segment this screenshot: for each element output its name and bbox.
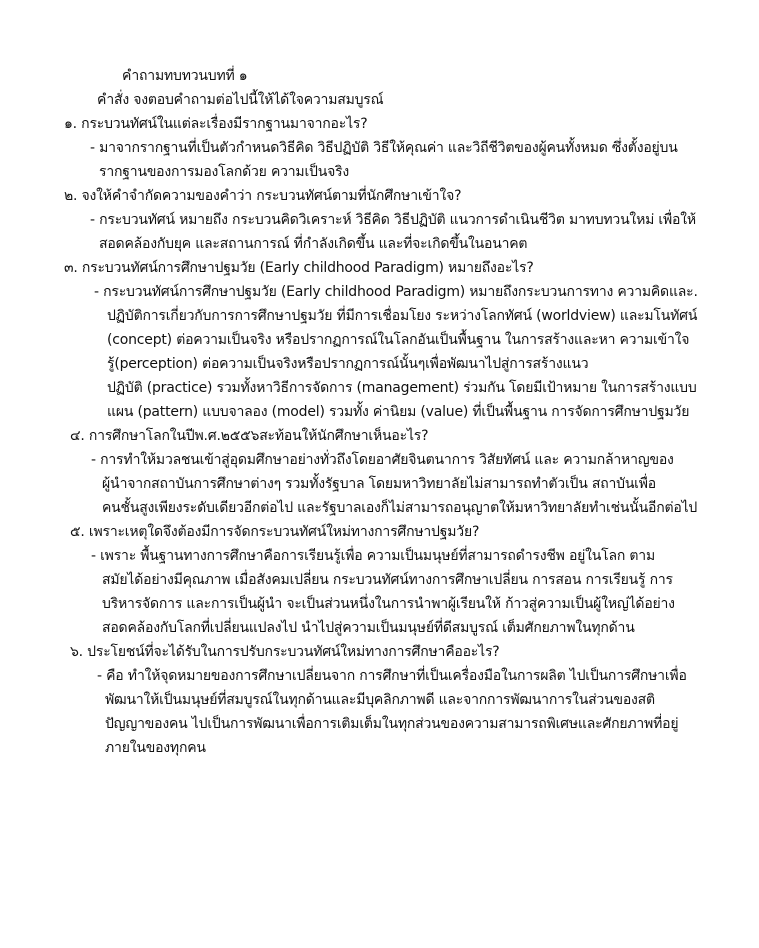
answer-4-line-1: - การทำให้มวลชนเข้าสู่อุดมศึกษาอย่างทั่วถึงโดยอาศัยจินตนาการ วิสัยทัศน์ และ ความกล้าหาญของ bbox=[91, 452, 674, 468]
answer-6-line-2: พัฒนาให้เป็นมนุษย์ที่สมบูรณ์ในทุกด้านและมีบุคลิกภาพดี และจากการพัฒนาการในส่วนของสติ bbox=[105, 692, 655, 708]
answer-5-line-3: บริหารจัดการ และการเป็นผู้นำ จะเป็นส่วนหนึ่งในการนำพาผู้เรียนให้ ก้าวสู่ความเป็นผู้ใหญ่ได้อย่าง bbox=[102, 596, 675, 612]
answer-3-line-6: แผน (pattern) แบบจาลอง (model) รวมทั้ง ค่านิยม (value) ที่เป็นพื้นฐาน การจัดการศึกษาปฐมวัย bbox=[107, 404, 690, 420]
answer-3-line-1: - กระบวนทัศน์การศึกษาปฐมวัย (Early childhood Paradigm) หมายถึงกระบวนการทาง ความคิดและ. bbox=[94, 284, 698, 300]
answer-6-line-1: - คือ ทำให้จุดหมายของการศึกษาเปลี่ยนจาก การศึกษาที่เป็นเครื่องมือในการผลิต ไปเป็นการศึกษาเพื่อ bbox=[97, 668, 687, 684]
answer-2-line-1: - กระบวนทัศน์ หมายถึง กระบวนคิดวิเคราะห์ วิธีคิด วิธีปฏิบัติ แนวการดำเนินชีวิต มาทบทวนใหม่ เพื่อให้ bbox=[90, 212, 696, 228]
answer-1-line-2: รากฐานของการมองโลกด้วย ความเป็นจริง bbox=[99, 164, 350, 180]
answer-3-line-4: รู้(perception) ต่อความเป็นจริงหรือปรากฏการณ์นั้นๆเพื่อพัฒนาไปสู่การสร้างแนว bbox=[107, 356, 589, 372]
answer-4-line-3: คนชั้นสูงเพียงระดับเดียวอีกต่อไป และรัฐบาลเองก็ไม่สามารถอนุญาตให้มหาวิทยาลัยทำเช่นนั้นอีกต่อไป bbox=[102, 500, 698, 516]
question-6: ๖. ประโยชน์ที่จะได้รับในการปรับกระบวนทัศน์ใหม่ทางการศึกษาคืออะไร? bbox=[70, 644, 500, 660]
answer-5-line-4: สอดคล้องกับโลกที่เปลี่ยนแปลงไป นำไปสู่ความเป็นมนุษย์ที่ดีสมบูรณ์ เต็มศักยภาพในทุกด้าน bbox=[102, 620, 635, 636]
page-title: คำถามทบทวนบทที่ ๑ bbox=[122, 68, 248, 84]
answer-4-line-2: ผู้นำจากสถาบันการศึกษาต่างๆ รวมทั้งรัฐบาล โดยมหาวิทยาลัยไม่สามารถทำตัวเป็น สถาบันเพื่อ bbox=[102, 476, 657, 492]
answer-3-line-5: ปฏิบัติ (practice) รวมทั้งหาวิธีการจัดการ (management) ร่วมกัน โดยมีเป้าหมาย ในการสร้างแบบ bbox=[107, 380, 697, 396]
question-4: ๔. การศึกษาโลกในปีพ.ศ.๒๕๕๖สะท้อนให้นักศึกษาเห็นอะไร? bbox=[70, 428, 429, 444]
question-2: ๒. จงให้คำจำกัดความของคำว่า กระบวนทัศน์ตามที่นักศึกษาเข้าใจ? bbox=[64, 188, 462, 204]
answer-1-line-1: - มาจากรากฐานที่เป็นตัวกำหนดวิธีคิด วิธีปฏิบัติ วิธีให้คุณค่า และวิถีชีวิตของผู้คนทั้งหมด ซึ่งตั้งอยู่บน bbox=[90, 140, 678, 156]
answer-5-line-2: สมัยได้อย่างมีคุณภาพ เมื่อสังคมเปลี่ยน กระบวนทัศน์ทางการศึกษาเปลี่ยน การสอน การเรียนรู้ การ bbox=[102, 572, 673, 588]
question-5: ๕. เพราะเหตุใดจึงต้องมีการจัดกระบวนทัศน์ใหม่ทางการศึกษาปฐมวัย? bbox=[70, 524, 480, 540]
instruction-text: คำสั่ง จงตอบคำถามต่อไปนี้ให้ได้ใจความสมบูรณ์ bbox=[97, 92, 384, 108]
answer-3-line-3: (concept) ต่อความเป็นจริง หรือปรากฏการณ์ในโลกอันเป็นพื้นฐาน ในการสร้างและหา ความเข้าใจ bbox=[107, 332, 690, 348]
answer-5-line-1: - เพราะ พื้นฐานทางการศึกษาคือการเรียนรู้เพื่อ ความเป็นมนุษย์ที่สามารถดำรงชีพ อยู่ในโลก ตาม bbox=[91, 548, 655, 564]
answer-6-line-3: ปัญญาของคน ไปเป็นการพัฒนาเพื่อการเติมเต็มในทุกส่วนของความสามารถพิเศษและศักยภาพที่อยู่ bbox=[105, 716, 679, 732]
answer-2-line-2: สอดคล้องกับยุค และสถานการณ์ ที่กำลังเกิดขึ้น และที่จะเกิดขึ้นในอนาคต bbox=[99, 236, 528, 252]
answer-6-line-4: ภายในของทุกคน bbox=[105, 740, 206, 756]
answer-3-line-2: ปฏิบัติการเกี่ยวกับการการศึกษาปฐมวัย ที่มีการเชื่อมโยง ระหว่างโลกทัศน์ (worldview) และมโนทัศน์ bbox=[107, 308, 698, 324]
question-3: ๓. กระบวนทัศน์การศึกษาปฐมวัย (Early childhood Paradigm) หมายถึงอะไร? bbox=[64, 260, 534, 276]
question-1: ๑. กระบวนทัศน์ในแต่ละเรื่องมีรากฐานมาจากอะไร? bbox=[64, 116, 368, 132]
